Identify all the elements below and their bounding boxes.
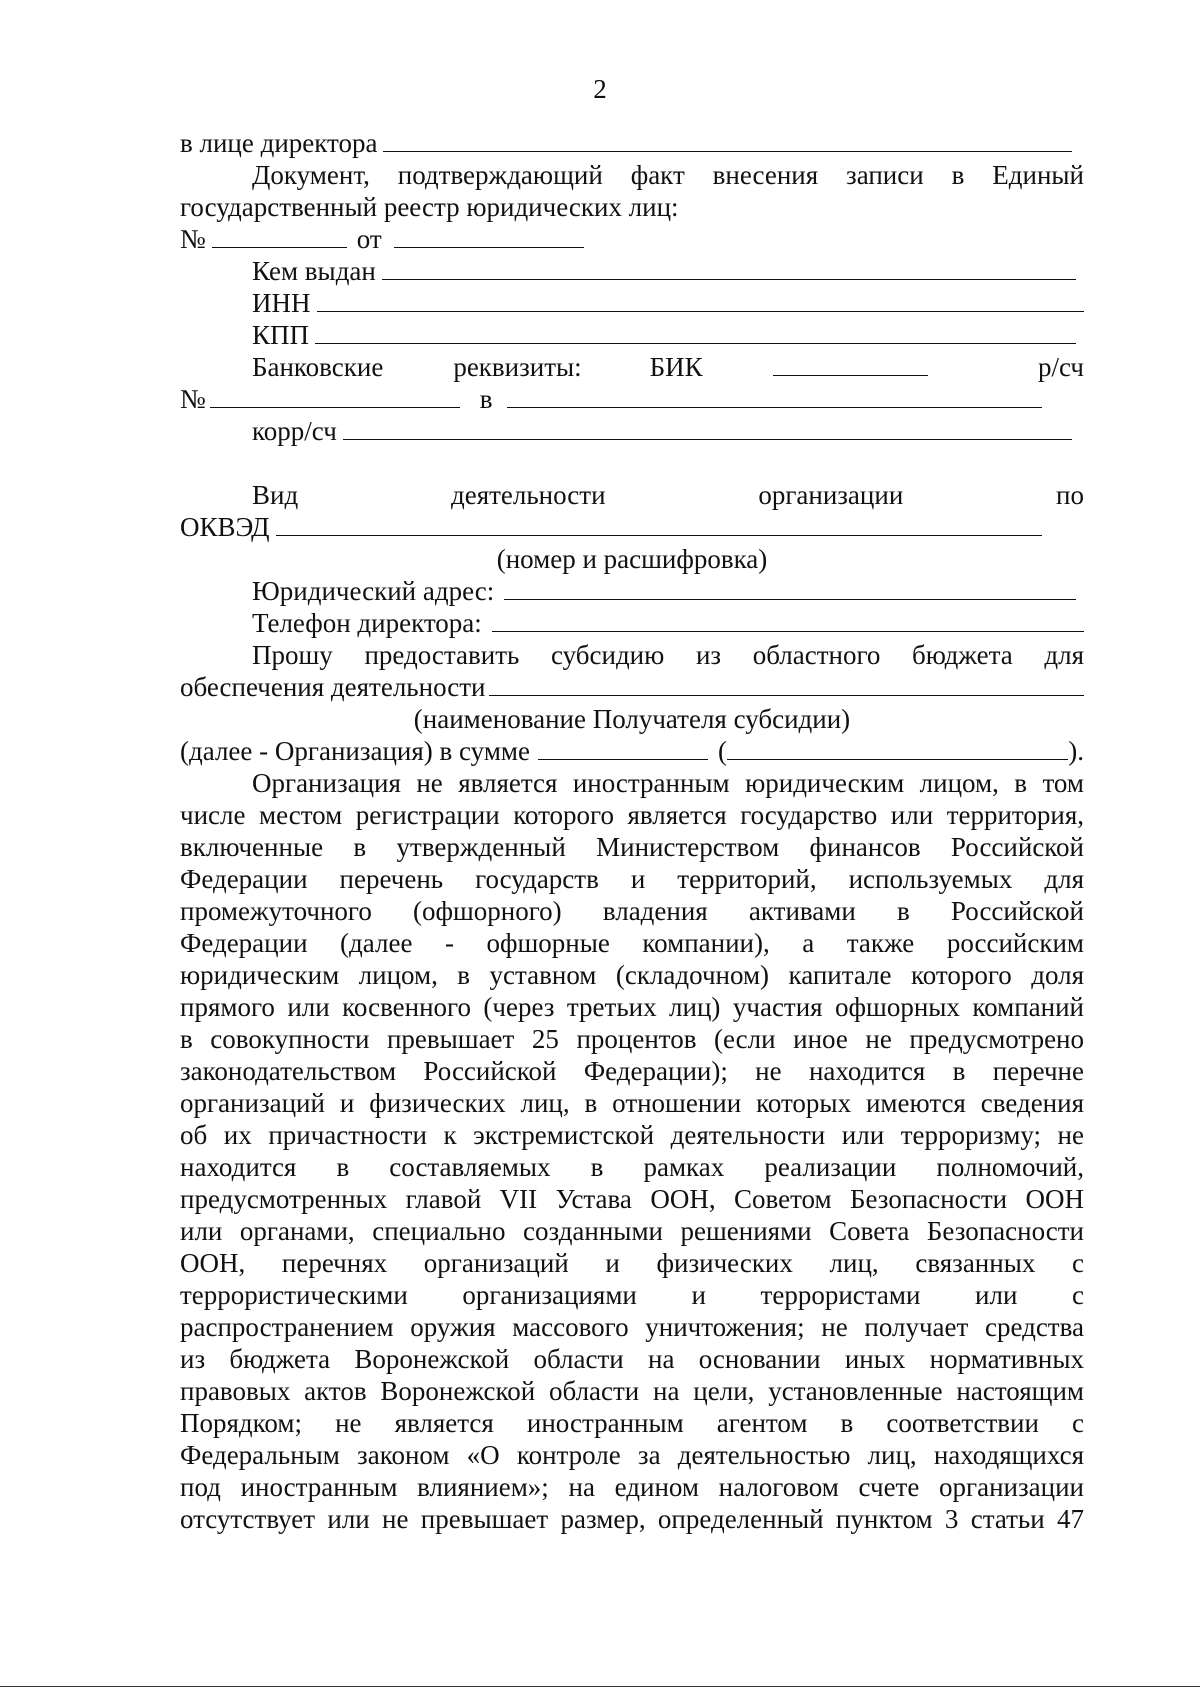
declaration-line: законодательством Российской Федерации); не находится в перечне	[180, 1056, 1084, 1086]
okved-label: ОКВЭД	[180, 512, 270, 542]
director-phone-row	[180, 607, 1084, 639]
request-line: Прошу предоставить субсидию из областного бюджета для	[252, 640, 1084, 670]
account-label: р/сч	[1037, 352, 1084, 382]
corr-account-row	[180, 415, 1084, 447]
bik-field[interactable]	[773, 351, 928, 376]
egrul-document-line-2: государственный реестр юридических лиц:	[180, 192, 679, 222]
corr-account-field[interactable]	[343, 415, 1072, 440]
issued-by-row	[180, 255, 1084, 287]
amount-paren-open: (	[717, 736, 727, 766]
recipient-caption: (наименование Получателя субсидии)	[413, 704, 851, 734]
declaration-line: находится в составляемых в рамках реализации полномочий,	[180, 1152, 1084, 1182]
declaration-line: Федерации перечень государств и территорий, используемых для	[180, 864, 1084, 894]
amount-digits-field[interactable]	[538, 735, 708, 760]
declaration-line: террористическими организациями и террористами или с	[180, 1280, 1084, 1310]
kpp-label: КПП	[252, 320, 310, 350]
activity-word: организации	[758, 480, 904, 510]
declaration-line: юридическим лицом, в уставном (складочном) капитале которого доля	[180, 960, 1084, 990]
number-sign: №	[180, 384, 206, 414]
declaration-line: правовых актов Воронежской области на цели, установленные настоящим	[180, 1376, 1084, 1406]
kpp-field[interactable]	[315, 319, 1076, 344]
declaration-line: предусмотренных главой VII Устава ООН, Советом Безопасности ООН	[180, 1184, 1084, 1214]
activity-purpose-row	[180, 671, 1084, 703]
director-phone-label: Телефон директора:	[252, 608, 482, 638]
account-number-field[interactable]	[210, 383, 460, 408]
okved-row	[180, 511, 1084, 543]
okved-caption: (номер и расшифровка)	[496, 544, 768, 574]
bank-details-word: реквизиты:	[453, 352, 582, 382]
activity-word: деятельности	[450, 480, 606, 510]
egrul-number-field[interactable]	[212, 223, 347, 248]
declaration-line: об их причастности к экстремистской деятельности или терроризму; не	[180, 1120, 1084, 1150]
issued-by-label: Кем выдан	[252, 256, 376, 286]
page-number: 2	[593, 74, 607, 104]
declaration-paragraph	[180, 767, 1084, 1535]
okved-field[interactable]	[276, 511, 1043, 536]
bank-name-field[interactable]	[507, 383, 1042, 408]
activity-word: по	[1056, 480, 1084, 510]
corr-account-label: корр/сч	[252, 416, 337, 446]
legal-address-row	[180, 575, 1084, 607]
declaration-line: числе местом регистрации которого является государство или территория,	[180, 800, 1084, 830]
declaration-line: из бюджета Воронежской области на основании иных нормативных	[180, 1344, 1084, 1374]
bank-details-word: Банковские	[252, 352, 384, 382]
activity-purpose-field[interactable]	[489, 671, 1084, 696]
declaration-line: включенные в утвержденный Министерством финансов Российской	[180, 832, 1084, 862]
inn-label: ИНН	[252, 288, 311, 318]
declaration-line: или органами, специально созданными решениями Совета Безопасности	[180, 1216, 1084, 1246]
director-row	[180, 127, 1084, 159]
declaration-line: прямого или косвенного (через третьих лиц) участия офшорных компаний	[180, 992, 1084, 1022]
inn-row	[180, 287, 1084, 319]
application-form	[180, 127, 1084, 1535]
director-label: в лице директора	[180, 128, 378, 158]
spacer	[180, 447, 1084, 479]
amount-label: (далее - Организация) в сумме	[180, 736, 530, 766]
bik-label: БИК	[649, 352, 703, 382]
activity-row	[180, 479, 1084, 511]
issued-by-field[interactable]	[382, 255, 1076, 280]
activity-purpose-label: обеспечения деятельности	[180, 672, 486, 702]
declaration-line: Федерации (далее - офшорные компании), а также российским	[180, 928, 1084, 958]
legal-address-field[interactable]	[504, 575, 1076, 600]
account-row	[180, 383, 1084, 415]
egrul-number-row	[180, 223, 1084, 255]
declaration-line: распространением оружия массового уничтожения; не получает средства	[180, 1312, 1084, 1342]
declaration-line: под иностранным влиянием»; на едином налоговом счете организации	[180, 1472, 1084, 1502]
number-sign: №	[180, 224, 206, 254]
activity-word: Вид	[252, 480, 299, 510]
egrul-document-line: Документ, подтверждающий факт внесения записи в Единый	[252, 160, 1084, 190]
amount-paren-close: ).	[1068, 736, 1084, 766]
legal-address-label: Юридический адрес:	[252, 576, 495, 606]
page-bottom-rule	[0, 1686, 1200, 1687]
amount-row	[180, 735, 1084, 767]
declaration-line: Организация не является иностранным юридическим лицом, в том	[252, 768, 1084, 798]
declaration-line: ООН, перечнях организаций и физических лиц, связанных с	[180, 1248, 1084, 1278]
egrul-date-field[interactable]	[394, 223, 584, 248]
director-field[interactable]	[383, 127, 1072, 152]
declaration-line: отсутствует или не превышает размер, определенный пунктом 3 статьи 47	[180, 1504, 1084, 1534]
declaration-line: в совокупности превышает 25 процентов (если иное не предусмотрено	[180, 1024, 1084, 1054]
in-label: в	[479, 384, 493, 414]
bank-details-row	[180, 351, 1084, 383]
from-label: от	[356, 224, 382, 254]
inn-field[interactable]	[317, 287, 1085, 312]
director-phone-field[interactable]	[492, 607, 1084, 632]
declaration-line: промежуточного (офшорного) владения активами в Российской	[180, 896, 1084, 926]
declaration-line: организаций и физических лиц, в отношении которых имеются сведения	[180, 1088, 1084, 1118]
amount-words-field[interactable]	[727, 735, 1068, 760]
kpp-row	[180, 319, 1084, 351]
declaration-line: Порядком; не является иностранным агентом в соответствии с	[180, 1408, 1084, 1438]
declaration-line: Федеральным законом «О контроле за деятельностью лиц, находящихся	[180, 1440, 1084, 1470]
